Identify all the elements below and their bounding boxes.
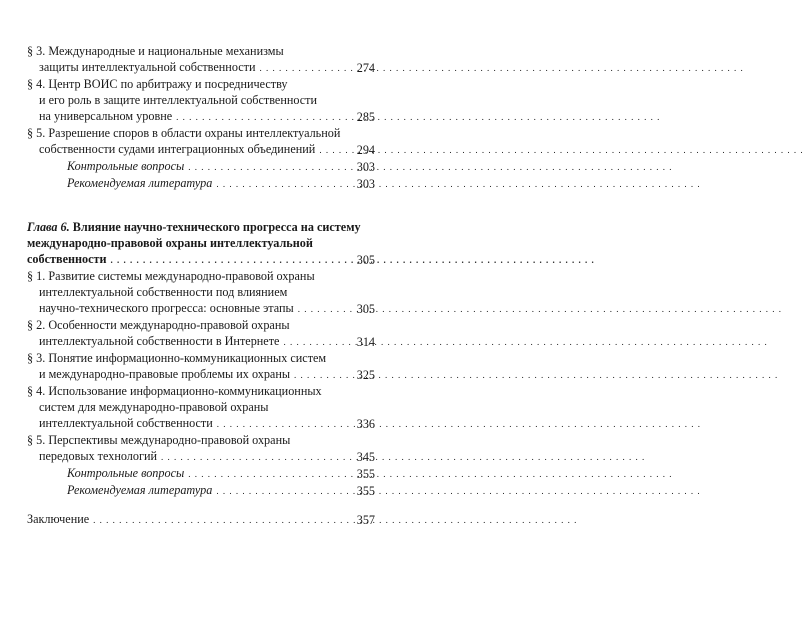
toc-entry-ch6-section-5 (27, 432, 375, 465)
entry-line: и международно-правовые проблемы их охраны (39, 367, 291, 381)
entry-line: интеллектуальной собственности (39, 416, 213, 430)
page-number: 357 (356, 513, 375, 527)
entry-line: Заключение (27, 512, 90, 526)
page-number: 345 (356, 450, 375, 464)
entry-line: научно-технического прогресса: основные этапы (39, 301, 294, 315)
dot-leader (216, 175, 700, 192)
page-number: 325 (356, 368, 375, 382)
entry-line: интеллектуальной собственности под влиянием (39, 285, 288, 299)
toc-entry-ch6-section-3 (27, 350, 375, 383)
entry-line: § 2. Особенности международно-правовой охраны (27, 318, 290, 332)
entry-line: интеллектуальной собственности в Интернете (39, 334, 280, 348)
chapter-title: собственности (27, 252, 107, 266)
toc-entry-ch6-section-2 (27, 317, 375, 350)
page-number: 305 (356, 302, 375, 316)
page-number: 285 (356, 110, 375, 124)
page-number: 336 (356, 417, 375, 431)
entry-line: § 4. Использование информационно-коммуникационных (27, 384, 322, 398)
toc-entry-section-4 (27, 76, 375, 125)
entry-line: Рекомендуемая литература (67, 176, 213, 190)
page-number: 274 (356, 61, 375, 75)
toc-entry-review-questions (27, 158, 375, 175)
entry-line: систем для международно-правовой охраны (39, 400, 269, 414)
page-number: 355 (356, 484, 375, 498)
toc-entry-section-5 (27, 125, 375, 158)
dot-leader (216, 482, 700, 499)
toc-entry-chapter-6 (27, 219, 375, 268)
entry-line: защиты интеллектуальной собственности (39, 60, 256, 74)
toc-entry-review-questions (27, 465, 375, 482)
toc-entry-ch6-section-1 (27, 268, 375, 317)
entry-line: Контрольные вопросы (67, 159, 185, 173)
dot-leader (217, 415, 701, 432)
chapter-label: Глава 6. (27, 220, 70, 234)
toc-entry-section-3 (27, 43, 375, 76)
chapter-title: международно-правовой охраны интеллектуальной (27, 236, 313, 250)
table-of-contents (27, 43, 375, 528)
dot-leader (319, 141, 803, 158)
chapter-title: Влияние научно-технического прогресса на систему (69, 220, 361, 234)
page-number: 314 (356, 335, 375, 349)
entry-line: и его роль в защите интеллектуальной собственности (39, 93, 318, 107)
entry-line: § 5. Разрешение споров в области охраны интеллектуальной (27, 126, 341, 140)
entry-line: собственности судами интеграционных объединений (39, 142, 316, 156)
toc-entry-ch6-section-4 (27, 383, 375, 432)
toc-entry-recommended-literature (27, 482, 375, 499)
entry-line: § 4. Центр ВОИС по арбитражу и посредничеству (27, 77, 288, 91)
entry-line: § 3. Международные и национальные механизмы (27, 44, 284, 58)
dot-leader (259, 59, 743, 76)
dot-leader (161, 448, 645, 465)
entry-line: на универсальном уровне (39, 109, 173, 123)
dot-leader (93, 511, 577, 528)
toc-entry-recommended-literature (27, 175, 375, 192)
entry-line: § 1. Развитие системы международно-правовой охраны (27, 269, 315, 283)
page-number: 303 (356, 177, 375, 191)
entry-line: § 5. Перспективы международно-правовой охраны (27, 433, 291, 447)
dot-leader (188, 158, 672, 175)
toc-entry-conclusion (27, 511, 375, 528)
page-number: 294 (356, 143, 375, 157)
page-number: 305 (356, 253, 375, 267)
dot-leader (176, 108, 660, 125)
page-number: 355 (356, 467, 375, 481)
page-number: 303 (356, 160, 375, 174)
entry-line: передовых технологий (39, 449, 157, 463)
entry-line: Рекомендуемая литература (67, 483, 213, 497)
dot-leader (188, 465, 672, 482)
entry-line: Контрольные вопросы (67, 466, 185, 480)
entry-line: § 3. Понятие информационно-коммуникационных систем (27, 351, 327, 365)
